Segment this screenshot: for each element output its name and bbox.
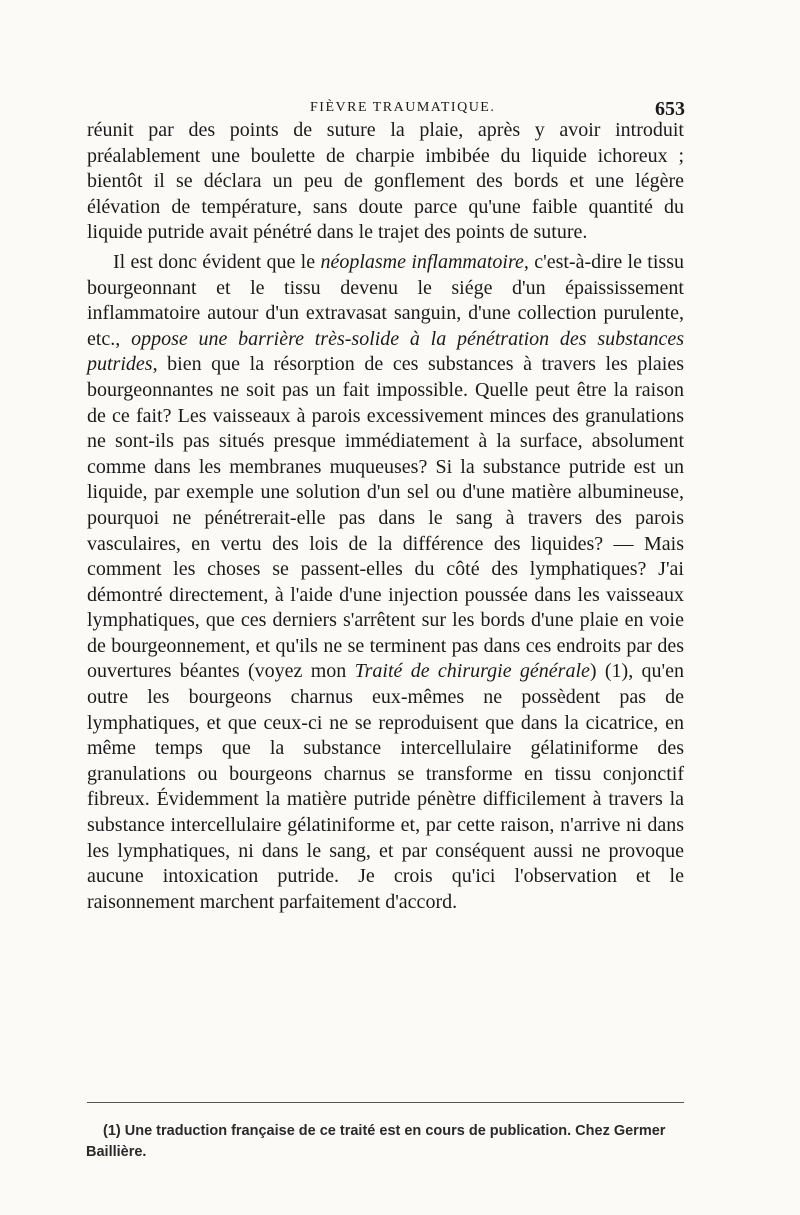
paragraph-1: réunit par des points de suture la plaie, après y avoir introduit préalablement une boulette de charpie imbibée du liquide ichoreux ; bientôt il se déclara un peu de gonflement des bords et une légère élévation de température, sans doute parce qu'une faible quantité du liquide putride avait pénétré dans le trajet des points de suture. [87, 119, 684, 244]
footnote-text: (1) Une traduction française de ce traité est en cours de publication. Chez Germer [103, 1123, 666, 1139]
footnote-divider [87, 1102, 684, 1103]
page-number: 653 [655, 98, 685, 120]
paragraph-2-text-after: , bien que la résorption de ces substances à travers les plaies bourgeonnantes ne soit pas un fait impossible. Quelle peut être la raison de ce fait? Les vaisseaux à parois excessivement minces des granulations ne sont-ils pas situés presque immédiatement à la surface, absolument comme dans les membranes muqueuses? Si la substance putride est un liquide, par exemple une solution d'un sel ou d'une matière albumineuse, pourquoi ne pénétrerait-elle pas dans le sang à travers des parois vasculaires, en vertu des lois de la différence des liquides? — Mais comment les choses se passent-elles du côté des lymphatiques? J'ai démontré directement, à l'aide d'une injection poussée dans les vaisseaux lymphatiques, que ces derniers s'arrêtent sur les bords d'une plaie en voie de bourgeonnement, et qu'ils ne se terminent pas dans ces endroits par des ouvertures béantes (voyez mon [87, 353, 684, 683]
italic-barriere: oppose une barrière très-solide à la pénétration des substances putrides [87, 327, 684, 376]
footnote [86, 1121, 693, 1163]
running-title: FIÈVRE TRAUMATIQUE. [310, 100, 496, 115]
paragraph-2-text-end: ) (1), qu'en outre les bourgeons charnus eux-mêmes ne possèdent pas de lymphatiques, et que ceux-ci ne se reproduisent que dans la cicatrice, en même temps que la substance intercellulaire gélatiniforme des granulations ou bourgeons charnus se transforme en tissu conjonctif fibreux. Évidemment la matière putride pénètre difficilement à travers la substance intercellulaire gélatiniforme et, par cette raison, n'arrive ni dans les lymphatiques, ni dans le sang, et par conséquent aussi ne provoque aucune intoxication putride. Je crois qu'ici l'observation et le raisonnement marchent parfaitement d'accord. [87, 660, 684, 913]
paragraph-2-text-middle: , c'est-à-dire le tissu bourgeonnant et le tissu devenu le siége d'un épaississement inflammatoire autour d'un extravasat sanguin, d'une collection purulente, etc., [87, 250, 684, 350]
italic-neoplasme: néoplasme inflammatoire [320, 250, 524, 273]
body-text [87, 118, 684, 915]
paragraph-2 [87, 250, 684, 915]
page-header [100, 98, 685, 120]
italic-traite: Traité de chirurgie générale [354, 660, 590, 683]
paragraph-2-text-before: Il est donc évident que le [113, 250, 321, 273]
footnote-continuation: Baillière. [86, 1144, 147, 1160]
